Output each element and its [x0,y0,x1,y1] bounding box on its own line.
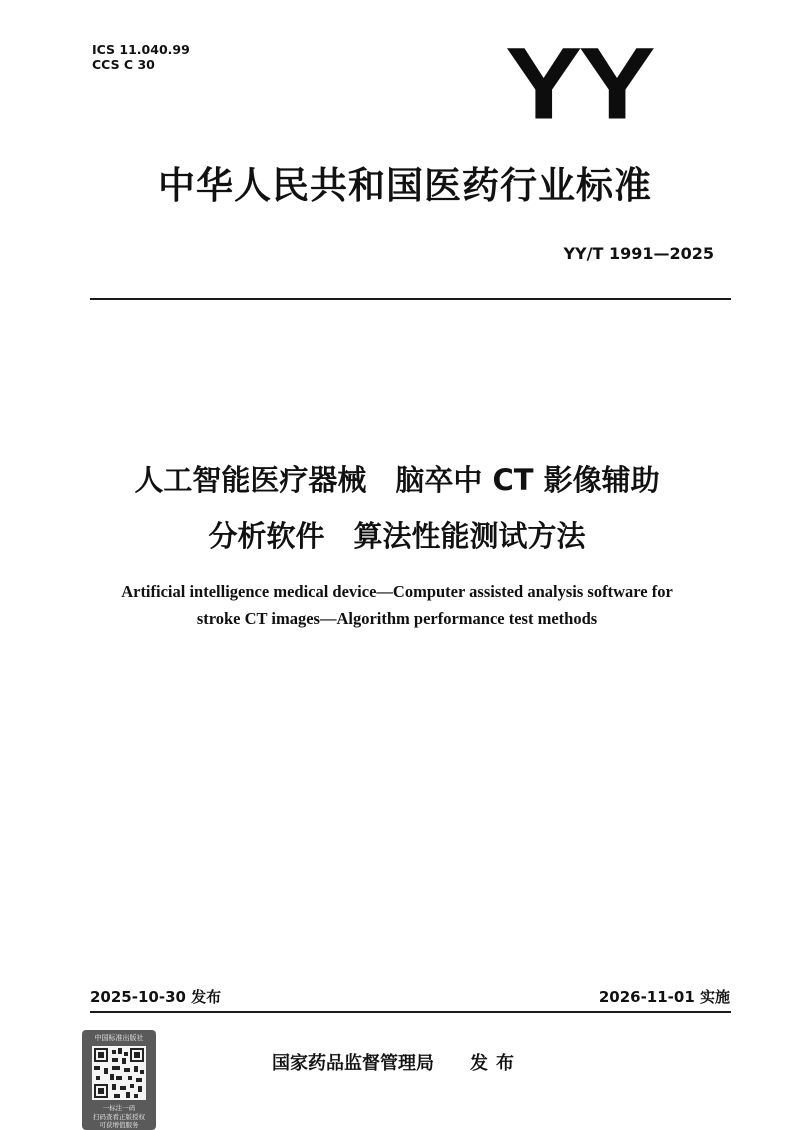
sticker-line-2: 扫码查看正版授权 [93,1113,145,1121]
ccs-code: CCS C 30 [92,57,155,72]
implementation-date: 2026-11-01 实施 [598,988,730,1006]
issuer-action: 发布 [470,1053,522,1074]
anti-counterfeit-sticker[interactable] [82,1030,156,1130]
issue-date: 2025-10-30 发布 [90,988,222,1006]
english-title-line-1: Artificial intelligence medical device—Computer assisted analysis software for [121,582,673,601]
chinese-title-line-1: 人工智能医疗器械 脑卒中 CT 影像辅助 [134,463,660,497]
english-title-line-2: stroke CT images—Algorithm performance test methods [196,609,598,628]
classification-codes [92,42,190,72]
standard-category-title: 中华人民共和国医药行业标准 [158,164,652,207]
issuer-name: 国家药品监督管理局 [272,1053,434,1074]
top-divider [90,298,731,300]
sticker-line-3: 可获增值服务 [99,1121,139,1129]
ics-code: ICS 11.040.99 [92,42,190,57]
issuing-authority [272,1052,522,1076]
standard-number: YY/T 1991—2025 [563,244,714,263]
qr-code-icon[interactable] [92,1046,146,1100]
bottom-divider [90,1011,731,1013]
english-title [60,578,734,632]
chinese-title-line-2: 分析软件 算法性能测试方法 [208,519,586,553]
sticker-header: 中国标准出版社 [94,1034,144,1042]
yy-logo: YY [505,26,652,141]
chinese-title [60,452,734,564]
sticker-line-1: 一标注一码 [102,1104,136,1112]
